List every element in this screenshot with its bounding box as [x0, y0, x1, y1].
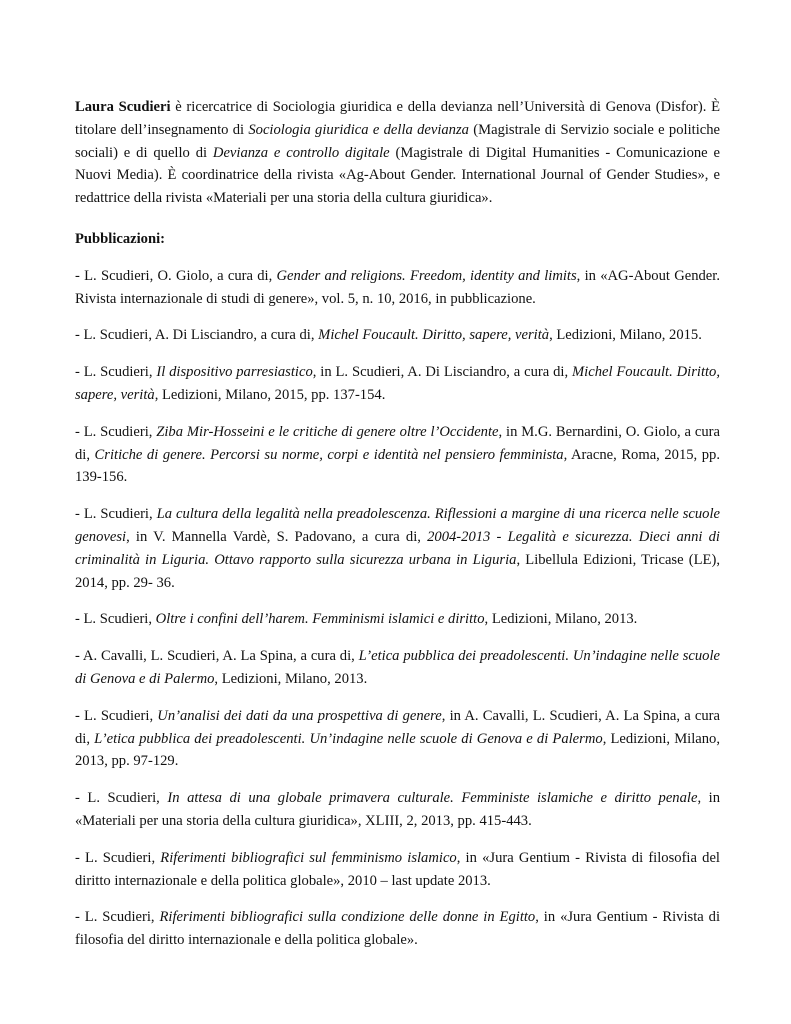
entry-text: - L. Scudieri, O. Giolo, a cura di,: [75, 267, 277, 284]
entry-title: L’etica pubblica dei preadolescenti. Un’indagine nelle scuole di Genova e di Palermo: [94, 730, 603, 747]
entry-text: , Ledizioni, Milano, 2013.: [484, 611, 638, 628]
entry-text: , Ledizioni, Milano, 2013, pp. 97-129.: [75, 730, 720, 770]
entry-title: In attesa di una globale primavera culturale. Femministe islamiche e diritto penale: [167, 790, 698, 807]
document-page: [75, 96, 720, 952]
entry-text: - L. Scudieri,: [75, 707, 158, 724]
publication-entry: [75, 705, 720, 773]
bio-paragraph: [75, 96, 720, 210]
entry-text: , Aracne, Roma, 2015, pp. 139-156.: [75, 446, 720, 486]
entry-title: Ziba Mir-Hosseini e le critiche di genere oltre l’Occidente: [156, 423, 499, 440]
entry-text: - L. Scudieri,: [75, 611, 156, 628]
author-name: Laura Scudieri: [75, 99, 171, 115]
entry-title: Gender and religions. Freedom, identity and limits: [276, 267, 577, 284]
publication-entry: [75, 906, 720, 952]
publication-entry: [75, 645, 720, 691]
entry-title: La cultura della legalità nella preadolescenza. Riflessioni a margine di una ricerca nelle scuole genovesi: [75, 506, 720, 545]
publication-entry: [75, 787, 720, 833]
course-title: Sociologia giuridica e della devianza: [248, 121, 469, 138]
entry-text: , Ledizioni, Milano, 2015, pp. 137-154.: [154, 386, 386, 403]
entry-text: , in «Jura Gentium - Rivista di filosofia del diritto internazionale e della politica globale», 2010 – last update 2013.: [75, 849, 720, 889]
bio-text: (Magistrale di Digital Humanities - Comunicazione e Nuovi Media). È coordinatrice della rivista «Ag-About Gender. International Journal of Gender Studies», e redattrice della rivista «Materiali per una storia della cultura giuridica».: [75, 144, 720, 207]
entry-title: L’etica pubblica dei preadolescenti. Un’indagine nelle scuole di Genova e di Palermo: [75, 648, 720, 687]
entry-title: Michel Foucault. Diritto, sapere, verità: [318, 327, 550, 344]
publication-entry: [75, 503, 720, 594]
entry-text: , in «AG-About Gender. Rivista internazionale di studi di genere», vol. 5, n. 10, 2016, in pubblicazione.: [75, 267, 720, 307]
entry-text: - L. Scudieri,: [75, 506, 157, 523]
bio-text: (Magistrale di Servizio sociale e politiche sociali) e di quello di: [75, 121, 721, 161]
publication-entry: [75, 361, 720, 407]
entry-title: Riferimenti bibliografici sul femminismo islamico: [160, 849, 457, 866]
entry-text: - L. Scudieri,: [75, 790, 168, 807]
entry-text: - L. Scudieri, A. Di Lisciandro, a cura di,: [75, 327, 319, 344]
entry-text: , in V. Mannella Vardè, S. Padovano, a cura di,: [126, 528, 428, 545]
entry-text: , in A. Cavalli, L. Scudieri, A. La Spina, a cura di,: [75, 707, 721, 747]
section-heading: Pubblicazioni:: [75, 230, 166, 247]
bio-text: è ricercatrice di Sociologia giuridica e della devianza nell’Università di Genova (Disfor). È titolare dell’insegnamento di: [75, 99, 720, 138]
entry-text: , Ledizioni, Milano, 2015.: [549, 327, 702, 344]
entry-text: - L. Scudieri,: [75, 909, 160, 926]
entry-title: Michel Foucault. Diritto, sapere, verità: [75, 364, 720, 403]
course-title: Devianza e controllo digitale: [212, 144, 390, 161]
publication-entry: [75, 265, 720, 311]
entry-title: Un’analisi dei dati da una prospettiva di genere: [157, 707, 442, 724]
entry-text: - A. Cavalli, L. Scudieri, A. La Spina, a cura di,: [75, 648, 359, 665]
entry-text: - L. Scudieri,: [75, 423, 157, 440]
entry-title: Riferimenti bibliografici sulla condizione delle donne in Egitto: [159, 909, 536, 926]
entry-text: , in M.G. Bernardini, O. Giolo, a cura di,: [75, 423, 720, 463]
entry-text: , in L. Scudieri, A. Di Lisciandro, a cura di,: [312, 364, 572, 381]
entry-title: Il dispositivo parresiastico: [156, 364, 313, 381]
entry-text: , Libellula Edizioni, Tricase (LE), 2014, pp. 29- 36.: [75, 551, 720, 591]
entry-title: Oltre i confini dell’harem. Femminismi islamici e diritto: [155, 611, 485, 628]
publication-entry: [75, 421, 720, 489]
publication-entry: [75, 847, 720, 893]
entry-text: , in «Materiali per una storia della cultura giuridica», XLIII, 2, 2013, pp. 415-443.: [75, 790, 720, 829]
entry-title: 2004-2013 - Legalità e sicurezza. Dieci anni di criminalità in Liguria. Ottavo rapporto sulla sicurezza urbana in Liguria: [75, 528, 720, 568]
publication-entry: [75, 608, 720, 631]
entry-title: Critiche di genere. Percorsi su norme, corpi e identità nel pensiero femminista: [94, 446, 564, 463]
entry-text: - L. Scudieri,: [75, 849, 161, 866]
entry-text: , in «Jura Gentium - Rivista di filosofia del diritto internazionale e della politica globale».: [75, 909, 721, 949]
entry-text: , Ledizioni, Milano, 2013.: [214, 670, 368, 687]
entry-text: - L. Scudieri,: [75, 364, 157, 381]
publication-entry: [75, 324, 720, 347]
